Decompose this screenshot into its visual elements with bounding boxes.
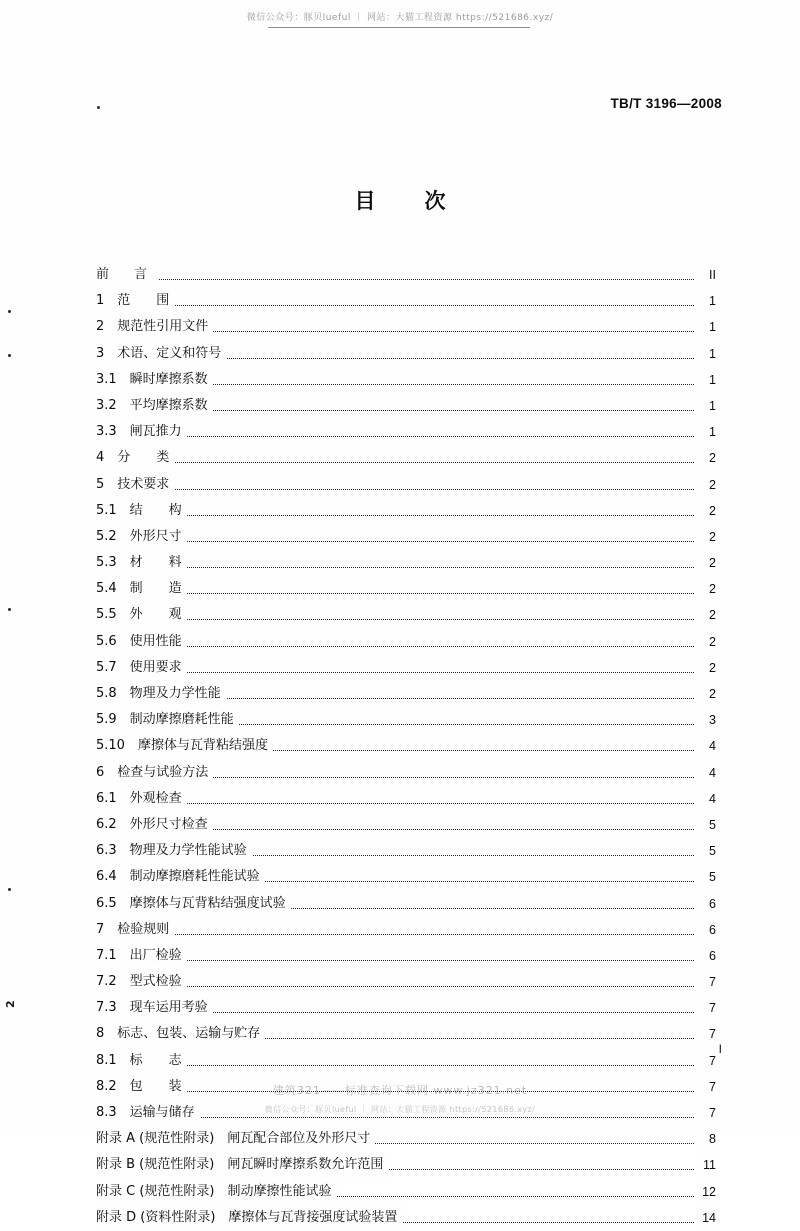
toc-entry-page: 2 [696, 655, 716, 681]
toc-leader-dots [96, 262, 694, 280]
toc-entry[interactable] [96, 1152, 716, 1178]
toc-entry[interactable] [96, 498, 716, 524]
toc-entry-label: 5.10 摩擦体与瓦背粘结强度 [96, 733, 273, 759]
toc-entry-page: 6 [696, 943, 716, 969]
toc-leader-dots [96, 472, 694, 490]
toc-entry-page: 6 [696, 891, 716, 917]
toc-entry[interactable] [96, 812, 716, 838]
page-title: 目 次 [354, 189, 460, 213]
toc-entry-label: 3.3 闸瓦推力 [96, 419, 187, 445]
toc-entry-page: 7 [696, 1048, 716, 1074]
toc-entry-label: 7.3 现车运用考验 [96, 995, 213, 1021]
toc-entry-label: 3 术语、定义和符号 [96, 341, 226, 367]
toc-entry-label: 8.2 包 装 [96, 1074, 187, 1100]
page-number: I [718, 1042, 722, 1056]
toc-entry[interactable] [96, 367, 716, 393]
toc-entry-page: 2 [696, 681, 716, 707]
toc-entry-page: 1 [696, 341, 716, 367]
toc-entry-label: 1 范 围 [96, 288, 174, 314]
toc-entry-page: 2 [696, 629, 716, 655]
toc-entry-page: 2 [696, 576, 716, 602]
margin-tick [8, 608, 11, 611]
toc-entry-page: 7 [696, 1100, 716, 1126]
toc-entry-label: 7 检验规则 [96, 917, 174, 943]
toc-entry-page: 1 [696, 367, 716, 393]
margin-tick [8, 310, 11, 313]
toc-entry[interactable] [96, 1179, 716, 1205]
toc-entry-label: 附录 B (规范性附录) 闸瓦瞬时摩擦系数允许范围 [96, 1152, 388, 1178]
toc-entry-page: 2 [696, 550, 716, 576]
toc-entry[interactable] [96, 445, 716, 471]
toc-leader-dots [96, 917, 694, 935]
watermark-bottom-secondary: 微信公众号：豚贝lueful ｜ 网站：大猫工程资源 https://521686.xyz/ [264, 1105, 536, 1114]
toc-entry[interactable] [96, 602, 716, 628]
toc-entry-page: 1 [696, 393, 716, 419]
toc-entry[interactable] [96, 1100, 716, 1126]
toc-entry-label: 3.2 平均摩擦系数 [96, 393, 213, 419]
toc-entry-label: 2 规范性引用文件 [96, 314, 213, 340]
toc-entry-page: 5 [696, 812, 716, 838]
toc-entry-label: 7.2 型式检验 [96, 969, 187, 995]
toc-entry-page: 14 [696, 1205, 716, 1231]
toc-leader-dots [96, 445, 694, 463]
toc-entry[interactable] [96, 1021, 716, 1047]
toc-entry[interactable] [96, 1048, 716, 1074]
toc-entry-page: 4 [696, 733, 716, 759]
toc-entry-label: 附录 A (规范性附录) 闸瓦配合部位及外形尺寸 [96, 1126, 375, 1152]
toc-entry[interactable] [96, 864, 716, 890]
toc-entry[interactable] [96, 550, 716, 576]
toc-entry-label: 8.3 运输与储存 [96, 1100, 200, 1126]
toc-entry-label: 4 分 类 [96, 445, 174, 471]
header-rule [268, 27, 530, 28]
toc-leader-dots [96, 288, 694, 306]
toc-entry[interactable] [96, 341, 716, 367]
toc-entry-page: 7 [696, 969, 716, 995]
toc-entry[interactable] [96, 760, 716, 786]
toc-entry-label: 5.8 物理及力学性能 [96, 681, 226, 707]
toc-entry[interactable] [96, 1205, 716, 1231]
toc-entry-page: 2 [696, 524, 716, 550]
toc-entry-page: 5 [696, 838, 716, 864]
toc-entry-page: 1 [696, 419, 716, 445]
toc-entry[interactable] [96, 629, 716, 655]
toc-entry-page: II [696, 262, 716, 288]
toc-entry-page: 7 [696, 1074, 716, 1100]
toc-entry[interactable] [96, 393, 716, 419]
toc-entry[interactable] [96, 995, 716, 1021]
toc-entry-label: 8 标志、包装、运输与贮存 [96, 1021, 265, 1047]
toc-entry-label: 5.6 使用性能 [96, 629, 187, 655]
toc-entry-page: 1 [696, 314, 716, 340]
watermark-top: 微信公众号：豚贝lueful ｜ 网站：大猫工程资源 https://521686.xyz/ [246, 13, 554, 23]
toc-entry-label: 5 技术要求 [96, 472, 174, 498]
toc-entry[interactable] [96, 314, 716, 340]
toc-entry-page: 4 [696, 786, 716, 812]
toc-entry[interactable] [96, 969, 716, 995]
toc-entry-label: 5.3 材 料 [96, 550, 187, 576]
toc-entry[interactable] [96, 707, 716, 733]
toc-entry[interactable] [96, 524, 716, 550]
watermark-bottom-primary: 建筑321——标准查询下载网 www.jz321.net [272, 1084, 528, 1097]
standard-code: TB/T 3196—2008 [610, 96, 722, 111]
toc-entry-label: 6.4 制动摩擦磨耗性能试验 [96, 864, 265, 890]
toc-entry-page: 5 [696, 864, 716, 890]
toc-entry-page: 7 [696, 1021, 716, 1047]
toc-entry-page: 8 [696, 1126, 716, 1152]
toc-entry-label: 5.5 外 观 [96, 602, 187, 628]
toc-entry-label: 7.1 出厂检验 [96, 943, 187, 969]
toc-entry-page: 7 [696, 995, 716, 1021]
toc-entry-label: 6.1 外观检查 [96, 786, 187, 812]
toc-entry-label: 5.2 外形尺寸 [96, 524, 187, 550]
toc-entry[interactable] [96, 655, 716, 681]
toc-entry-label: 8.1 标 志 [96, 1048, 187, 1074]
toc-entry-page: 4 [696, 760, 716, 786]
toc-entry-page: 2 [696, 472, 716, 498]
margin-dot [97, 106, 100, 109]
toc-entry-page: 12 [696, 1179, 716, 1205]
toc-entry-label: 5.7 使用要求 [96, 655, 187, 681]
toc-entry-page: 6 [696, 917, 716, 943]
toc-entry-label: 6 检查与试验方法 [96, 760, 213, 786]
toc-entry-label: 5.4 制 造 [96, 576, 187, 602]
side-mark: 2 [4, 1000, 17, 1008]
toc-entry-label: 3.1 瞬时摩擦系数 [96, 367, 213, 393]
toc-entry-label: 6.2 外形尺寸检查 [96, 812, 213, 838]
toc-entry[interactable] [96, 1126, 716, 1152]
toc-entry-label: 6.3 物理及力学性能试验 [96, 838, 252, 864]
toc-entry[interactable] [96, 917, 716, 943]
toc-entry[interactable] [96, 262, 716, 288]
margin-tick [8, 888, 11, 891]
toc-entry-page: 11 [696, 1152, 716, 1178]
toc-entry-page: 2 [696, 498, 716, 524]
toc-entry-page: 3 [696, 707, 716, 733]
toc-entry-label: 5.1 结 构 [96, 498, 187, 524]
toc-entry[interactable] [96, 576, 716, 602]
toc-entry-page: 2 [696, 602, 716, 628]
toc-entry-label: 前 言 [96, 262, 158, 288]
margin-tick [8, 354, 11, 357]
toc-entry[interactable] [96, 786, 716, 812]
toc-entry-label: 附录 C (规范性附录) 制动摩擦性能试验 [96, 1179, 337, 1205]
toc-entry-page: 1 [696, 288, 716, 314]
toc-entry[interactable] [96, 943, 716, 969]
toc-entry[interactable] [96, 891, 716, 917]
toc-entry[interactable] [96, 288, 716, 314]
table-of-contents [96, 262, 716, 1231]
toc-entry[interactable] [96, 838, 716, 864]
toc-entry-page: 2 [696, 445, 716, 471]
toc-entry-label: 5.9 制动摩擦磨耗性能 [96, 707, 239, 733]
toc-entry-label: 附录 D (资料性附录) 摩擦体与瓦背接强度试验装置 [96, 1205, 402, 1231]
toc-entry-label: 6.5 摩擦体与瓦背粘结强度试验 [96, 891, 291, 917]
toc-entry[interactable] [96, 419, 716, 445]
toc-entry[interactable] [96, 472, 716, 498]
toc-entry[interactable] [96, 681, 716, 707]
toc-entry[interactable] [96, 733, 716, 759]
